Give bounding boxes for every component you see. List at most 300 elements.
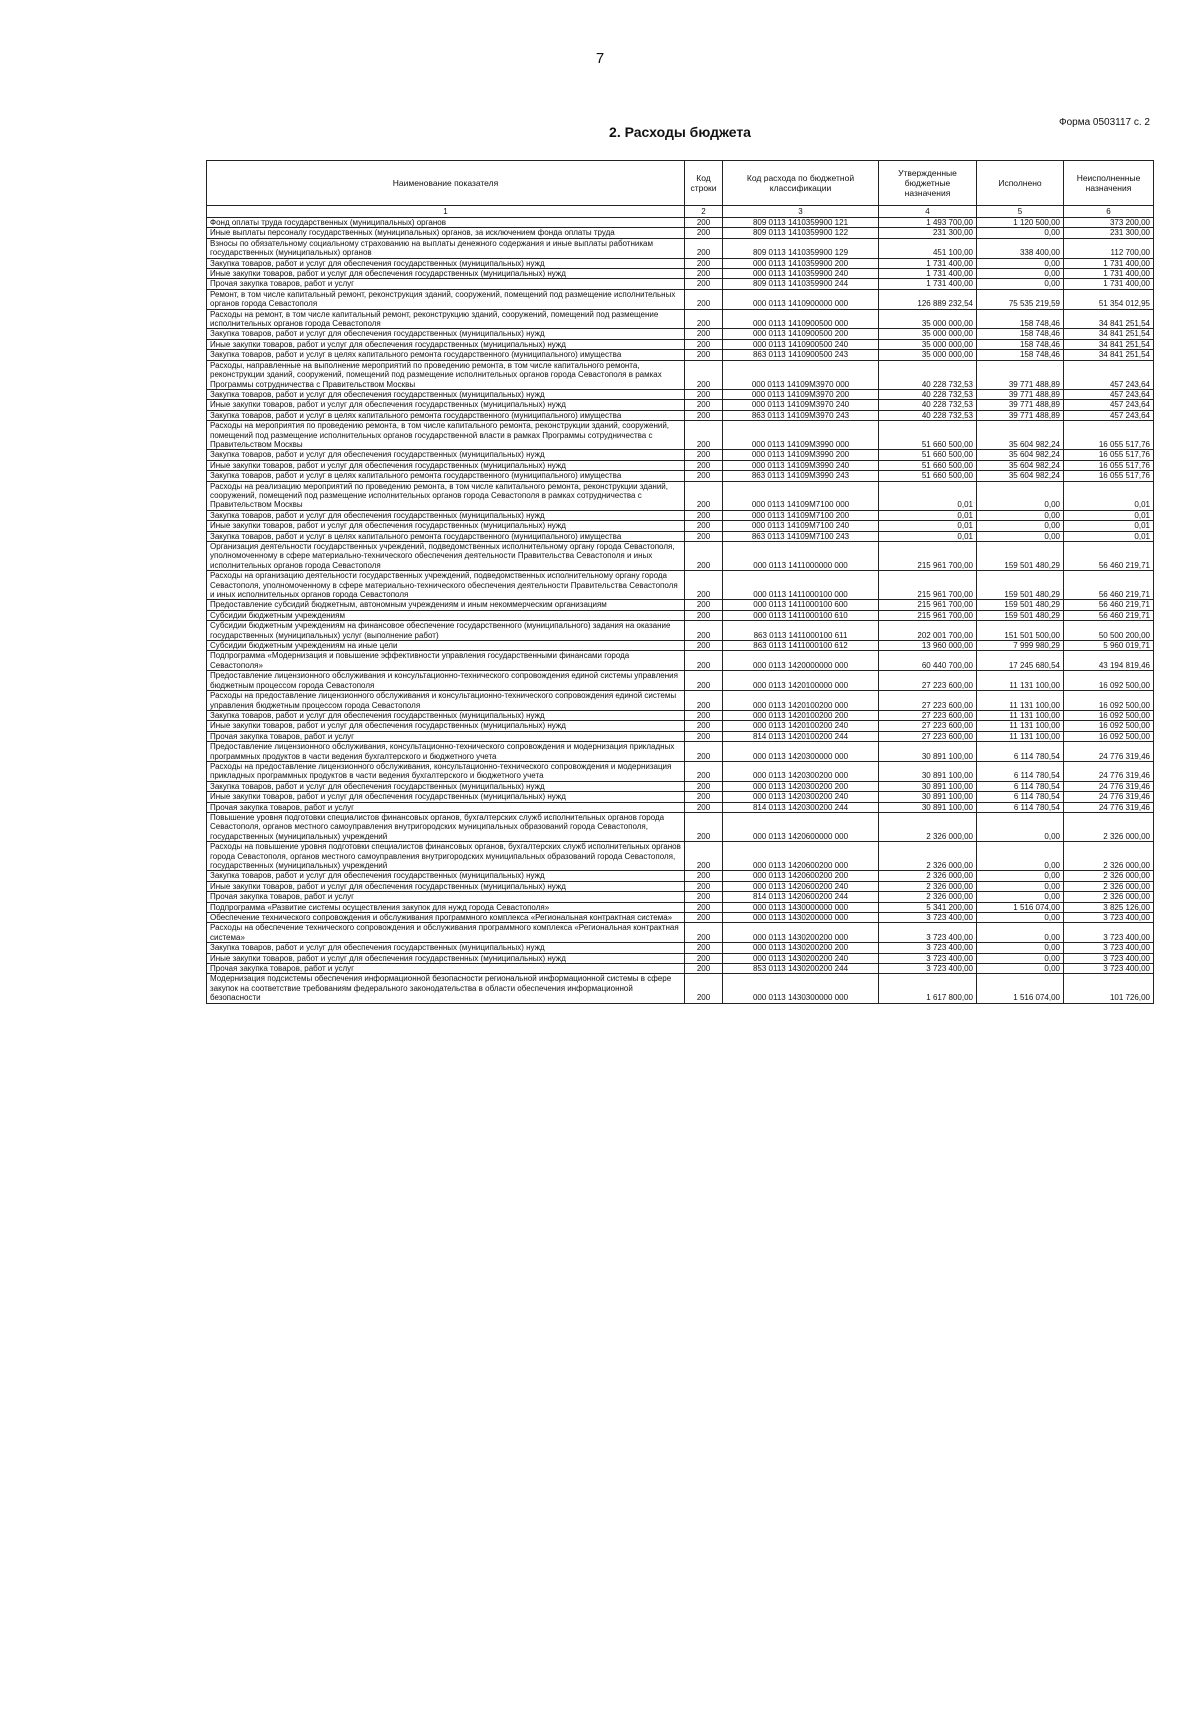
- row-unexecuted: 16 055 517,76: [1064, 471, 1154, 481]
- table-row: [207, 471, 1154, 481]
- table-row: [207, 571, 1154, 600]
- row-name: Прочая закупка товаров, работ и услуг: [207, 802, 685, 812]
- row-name: Прочая закупка товаров, работ и услуг: [207, 964, 685, 974]
- header-row: [207, 161, 1154, 206]
- row-unexecuted: 16 092 500,00: [1064, 671, 1154, 691]
- row-unexecuted: 24 776 319,46: [1064, 802, 1154, 812]
- row-unexecuted: 24 776 319,46: [1064, 781, 1154, 791]
- row-classification-code: 863 0113 1411000100 611: [723, 621, 879, 641]
- row-unexecuted: 3 723 400,00: [1064, 953, 1154, 963]
- row-unexecuted: 43 194 819,46: [1064, 651, 1154, 671]
- row-executed: 0,00: [977, 521, 1064, 531]
- table-row: [207, 228, 1154, 238]
- row-approved: 451 100,00: [879, 238, 977, 258]
- row-name: Закупка товаров, работ и услуг для обеспечения государственных (муниципальных) нужд: [207, 329, 685, 339]
- row-name: Расходы на мероприятия по проведению ремонта, в том числе капитального ремонта, реконструкции зданий, сооружений, помещений под размещение исполнительных органов государственной власти в рамках Программы сотрудничества с Правительством Москвы: [207, 421, 685, 450]
- row-classification-code: 000 0113 1420300200 240: [723, 792, 879, 802]
- row-classification-code: 809 0113 1410359900 129: [723, 238, 879, 258]
- row-executed: 0,00: [977, 812, 1064, 841]
- row-executed: 0,00: [977, 871, 1064, 881]
- row-name: Закупка товаров, работ и услуг для обеспечения государственных (муниципальных) нужд: [207, 710, 685, 720]
- table-row: [207, 671, 1154, 691]
- table-row: [207, 761, 1154, 781]
- row-classification-code: 000 0113 1420100000 000: [723, 671, 879, 691]
- column-number: 1: [207, 206, 685, 218]
- row-unexecuted: 56 460 219,71: [1064, 571, 1154, 600]
- row-unexecuted: 1 731 400,00: [1064, 279, 1154, 289]
- row-executed: 0,00: [977, 964, 1064, 974]
- row-classification-code: 814 0113 1420300200 244: [723, 802, 879, 812]
- table-row: [207, 238, 1154, 258]
- row-approved: 2 326 000,00: [879, 871, 977, 881]
- row-executed: 0,00: [977, 279, 1064, 289]
- row-name: Закупка товаров, работ и услуг для обеспечения государственных (муниципальных) нужд: [207, 389, 685, 399]
- row-name: Иные закупки товаров, работ и услуг для обеспечения государственных (муниципальных) нужд: [207, 460, 685, 470]
- row-classification-code: 863 0113 1411000100 612: [723, 641, 879, 651]
- row-executed: 338 400,00: [977, 238, 1064, 258]
- budget-expenses-table: [206, 160, 1154, 1004]
- row-classification-code: 000 0113 14109М3970 000: [723, 360, 879, 389]
- row-line-code: 200: [685, 238, 723, 258]
- column-header-unexecuted: Неисполненные назначения: [1064, 161, 1154, 206]
- row-classification-code: 000 0113 1411000100 600: [723, 600, 879, 610]
- row-line-code: 200: [685, 279, 723, 289]
- row-unexecuted: 16 055 517,76: [1064, 460, 1154, 470]
- row-classification-code: 000 0113 1420600200 240: [723, 881, 879, 891]
- row-approved: 51 660 500,00: [879, 460, 977, 470]
- row-executed: 0,00: [977, 913, 1064, 923]
- row-approved: 3 723 400,00: [879, 923, 977, 943]
- row-unexecuted: 16 055 517,76: [1064, 450, 1154, 460]
- column-number-row: [207, 206, 1154, 218]
- row-name: Расходы на повышение уровня подготовки специалистов финансовых органов, бухгалтерских служб исполнительных органов города Севастополя, органов местного самоуправления внутригородских муниципальных образований города Севастополя, государственных (муниципальных) учреждений: [207, 842, 685, 871]
- table-row: [207, 279, 1154, 289]
- row-classification-code: 000 0113 1430300000 000: [723, 974, 879, 1003]
- row-name: Иные закупки товаров, работ и услуг для обеспечения государственных (муниципальных) нужд: [207, 269, 685, 279]
- row-name: Расходы на реализацию мероприятий по проведению ремонта, в том числе капитального ремонта, реконструкции зданий, сооружений, помещений под размещение исполнительных органов города Севастополя в рамках сотрудничества с Правительством Москвы: [207, 481, 685, 510]
- row-approved: 30 891 100,00: [879, 802, 977, 812]
- row-name: Субсидии бюджетным учреждениям на иные цели: [207, 641, 685, 651]
- row-classification-code: 000 0113 1420000000 000: [723, 651, 879, 671]
- table-row: [207, 360, 1154, 389]
- row-approved: 30 891 100,00: [879, 761, 977, 781]
- row-name: Закупка товаров, работ и услуг для обеспечения государственных (муниципальных) нужд: [207, 450, 685, 460]
- row-approved: 40 228 732,53: [879, 410, 977, 420]
- row-approved: 27 223 600,00: [879, 721, 977, 731]
- row-unexecuted: 24 776 319,46: [1064, 742, 1154, 762]
- row-line-code: 200: [685, 421, 723, 450]
- row-classification-code: 814 0113 1420600200 244: [723, 892, 879, 902]
- row-executed: 6 114 780,54: [977, 781, 1064, 791]
- row-executed: 1 120 500,00: [977, 218, 1064, 228]
- row-classification-code: 000 0113 14109М7100 240: [723, 521, 879, 531]
- row-classification-code: 000 0113 1420600200 000: [723, 842, 879, 871]
- row-classification-code: 853 0113 1430200200 244: [723, 964, 879, 974]
- row-line-code: 200: [685, 329, 723, 339]
- row-approved: 40 228 732,53: [879, 400, 977, 410]
- row-executed: 159 501 480,29: [977, 542, 1064, 571]
- row-name: Закупка товаров, работ и услуг для обеспечения государственных (муниципальных) нужд: [207, 258, 685, 268]
- row-approved: 3 723 400,00: [879, 913, 977, 923]
- row-classification-code: 000 0113 14109М7100 200: [723, 510, 879, 520]
- row-executed: 0,00: [977, 269, 1064, 279]
- table-row: [207, 600, 1154, 610]
- row-approved: 1 731 400,00: [879, 269, 977, 279]
- row-line-code: 200: [685, 218, 723, 228]
- table-row: [207, 651, 1154, 671]
- row-classification-code: 000 0113 1430200200 200: [723, 943, 879, 953]
- row-classification-code: 000 0113 1410900500 200: [723, 329, 879, 339]
- row-classification-code: 000 0113 1420300200 000: [723, 761, 879, 781]
- row-name: Предоставление субсидий бюджетным, автономным учреждениям и иным некоммерческим организациям: [207, 600, 685, 610]
- row-approved: 215 961 700,00: [879, 542, 977, 571]
- row-name: Иные закупки товаров, работ и услуг для обеспечения государственных (муниципальных) нужд: [207, 521, 685, 531]
- row-executed: 39 771 488,89: [977, 389, 1064, 399]
- row-classification-code: 000 0113 14109М3970 240: [723, 400, 879, 410]
- row-line-code: 200: [685, 531, 723, 541]
- table-row: [207, 781, 1154, 791]
- table-row: [207, 691, 1154, 711]
- table-row: [207, 953, 1154, 963]
- row-unexecuted: 0,01: [1064, 481, 1154, 510]
- row-executed: 39 771 488,89: [977, 400, 1064, 410]
- row-line-code: 200: [685, 871, 723, 881]
- row-name: Предоставление лицензионного обслуживания, консультационно-технического сопровождения и модернизация прикладных программных продуктов в части ведения бухгалтерского и бюджетного учета: [207, 742, 685, 762]
- row-line-code: 200: [685, 671, 723, 691]
- table-row: [207, 289, 1154, 309]
- row-executed: 0,00: [977, 531, 1064, 541]
- row-approved: 2 326 000,00: [879, 892, 977, 902]
- table-row: [207, 902, 1154, 912]
- table-row: [207, 881, 1154, 891]
- row-approved: 1 731 400,00: [879, 258, 977, 268]
- row-name: Прочая закупка товаров, работ и услуг: [207, 279, 685, 289]
- row-executed: 158 748,46: [977, 350, 1064, 360]
- row-executed: 158 748,46: [977, 329, 1064, 339]
- row-approved: 0,01: [879, 531, 977, 541]
- row-executed: 158 748,46: [977, 309, 1064, 329]
- row-unexecuted: 34 841 251,54: [1064, 329, 1154, 339]
- row-classification-code: 000 0113 1420300000 000: [723, 742, 879, 762]
- table-row: [207, 792, 1154, 802]
- row-name: Закупка товаров, работ и услуг для обеспечения государственных (муниципальных) нужд: [207, 510, 685, 520]
- row-line-code: 200: [685, 641, 723, 651]
- row-executed: 0,00: [977, 943, 1064, 953]
- row-classification-code: 000 0113 14109М3970 200: [723, 389, 879, 399]
- row-name: Расходы, направленные на выполнение мероприятий по проведению ремонта, в том числе капитального ремонта, реконструкции зданий, сооружений, помещений под размещение исполнительных органов города Севастополя в рамках Программы сотрудничества с Правительством Москвы: [207, 360, 685, 389]
- row-executed: 11 131 100,00: [977, 721, 1064, 731]
- row-unexecuted: 16 092 500,00: [1064, 731, 1154, 741]
- row-unexecuted: 16 092 500,00: [1064, 710, 1154, 720]
- table-row: [207, 481, 1154, 510]
- row-executed: 159 501 480,29: [977, 600, 1064, 610]
- row-unexecuted: 457 243,64: [1064, 410, 1154, 420]
- row-classification-code: 000 0113 1430200000 000: [723, 913, 879, 923]
- row-executed: 39 771 488,89: [977, 410, 1064, 420]
- row-unexecuted: 1 731 400,00: [1064, 269, 1154, 279]
- table-row: [207, 400, 1154, 410]
- row-classification-code: 000 0113 1410900500 000: [723, 309, 879, 329]
- table-row: [207, 521, 1154, 531]
- row-name: Иные закупки товаров, работ и услуг для обеспечения государственных (муниципальных) нужд: [207, 400, 685, 410]
- row-executed: 0,00: [977, 881, 1064, 891]
- table-row: [207, 974, 1154, 1003]
- row-classification-code: 000 0113 14109М7100 000: [723, 481, 879, 510]
- row-line-code: 200: [685, 761, 723, 781]
- row-line-code: 200: [685, 481, 723, 510]
- row-line-code: 200: [685, 842, 723, 871]
- row-classification-code: 000 0113 1411000000 000: [723, 542, 879, 571]
- row-line-code: 200: [685, 792, 723, 802]
- row-executed: 1 516 074,00: [977, 974, 1064, 1003]
- row-name: Иные выплаты персоналу государственных (муниципальных) органов, за исключением фонда оплаты труда: [207, 228, 685, 238]
- row-line-code: 200: [685, 360, 723, 389]
- row-line-code: 200: [685, 892, 723, 902]
- row-unexecuted: 16 092 500,00: [1064, 721, 1154, 731]
- row-classification-code: 000 0113 14109М3990 000: [723, 421, 879, 450]
- row-approved: 215 961 700,00: [879, 610, 977, 620]
- table-row: [207, 621, 1154, 641]
- row-executed: 0,00: [977, 842, 1064, 871]
- row-line-code: 200: [685, 450, 723, 460]
- row-approved: 27 223 600,00: [879, 710, 977, 720]
- row-classification-code: 809 0113 1410359900 122: [723, 228, 879, 238]
- table-row: [207, 460, 1154, 470]
- column-header-approved: Утвержденные бюджетные назначения: [879, 161, 977, 206]
- row-executed: 0,00: [977, 510, 1064, 520]
- table-row: [207, 802, 1154, 812]
- row-name: Расходы на предоставление лицензионного обслуживания, консультационно-технического сопровождения и модернизация прикладных программных продуктов в части ведения бухгалтерского и бюджетного учета: [207, 761, 685, 781]
- row-executed: 0,00: [977, 953, 1064, 963]
- row-line-code: 200: [685, 289, 723, 309]
- row-executed: 6 114 780,54: [977, 742, 1064, 762]
- row-unexecuted: 2 326 000,00: [1064, 881, 1154, 891]
- table-row: [207, 871, 1154, 881]
- row-line-code: 200: [685, 571, 723, 600]
- row-classification-code: 863 0113 1410900500 243: [723, 350, 879, 360]
- row-approved: 30 891 100,00: [879, 792, 977, 802]
- row-name: Организация деятельности государственных учреждений, подведомственных исполнительному органу города Севастополя, уполномоченному в сфере материально-технического обеспечения деятельности Правительства Севастополя и иных исполнительных органов города Севастополя: [207, 542, 685, 571]
- table-row: [207, 842, 1154, 871]
- row-classification-code: 000 0113 1410359900 240: [723, 269, 879, 279]
- row-classification-code: 000 0113 1420100200 200: [723, 710, 879, 720]
- row-unexecuted: 2 326 000,00: [1064, 892, 1154, 902]
- row-executed: 11 131 100,00: [977, 671, 1064, 691]
- row-approved: 0,01: [879, 510, 977, 520]
- row-executed: 0,00: [977, 481, 1064, 510]
- row-classification-code: 000 0113 1410900000 000: [723, 289, 879, 309]
- row-name: Иные закупки товаров, работ и услуг для обеспечения государственных (муниципальных) нужд: [207, 881, 685, 891]
- row-approved: 1 731 400,00: [879, 279, 977, 289]
- row-approved: 51 660 500,00: [879, 421, 977, 450]
- row-executed: 1 516 074,00: [977, 902, 1064, 912]
- row-classification-code: 000 0113 1430200200 000: [723, 923, 879, 943]
- table-row: [207, 641, 1154, 651]
- row-line-code: 200: [685, 389, 723, 399]
- row-unexecuted: 3 825 126,00: [1064, 902, 1154, 912]
- row-line-code: 200: [685, 610, 723, 620]
- row-classification-code: 000 0113 1420600200 200: [723, 871, 879, 881]
- table-row: [207, 329, 1154, 339]
- row-classification-code: 000 0113 1420100200 240: [723, 721, 879, 731]
- row-line-code: 200: [685, 651, 723, 671]
- budget-expenses-table-container: [206, 160, 1153, 1004]
- row-line-code: 200: [685, 812, 723, 841]
- table-row: [207, 721, 1154, 731]
- row-approved: 60 440 700,00: [879, 651, 977, 671]
- row-line-code: 200: [685, 600, 723, 610]
- row-name: Иные закупки товаров, работ и услуг для обеспечения государственных (муниципальных) нужд: [207, 339, 685, 349]
- row-name: Закупка товаров, работ и услуг в целях капитального ремонта государственного (муниципального) имущества: [207, 531, 685, 541]
- row-executed: 35 604 982,24: [977, 471, 1064, 481]
- row-unexecuted: 101 726,00: [1064, 974, 1154, 1003]
- row-classification-code: 000 0113 1411000100 000: [723, 571, 879, 600]
- row-line-code: 200: [685, 309, 723, 329]
- row-executed: 0,00: [977, 258, 1064, 268]
- row-approved: 0,01: [879, 481, 977, 510]
- row-approved: 2 326 000,00: [879, 881, 977, 891]
- row-approved: 30 891 100,00: [879, 781, 977, 791]
- row-executed: 35 604 982,24: [977, 450, 1064, 460]
- row-executed: 75 535 219,59: [977, 289, 1064, 309]
- row-executed: 11 131 100,00: [977, 710, 1064, 720]
- table-row: [207, 389, 1154, 399]
- row-unexecuted: 51 354 012,95: [1064, 289, 1154, 309]
- column-number: 5: [977, 206, 1064, 218]
- row-line-code: 200: [685, 339, 723, 349]
- row-classification-code: 000 0113 1420300200 200: [723, 781, 879, 791]
- row-name: Иные закупки товаров, работ и услуг для обеспечения государственных (муниципальных) нужд: [207, 953, 685, 963]
- row-line-code: 200: [685, 881, 723, 891]
- row-approved: 30 891 100,00: [879, 742, 977, 762]
- table-row: [207, 943, 1154, 953]
- row-classification-code: 000 0113 14109М3990 200: [723, 450, 879, 460]
- table-row: [207, 812, 1154, 841]
- row-unexecuted: 2 326 000,00: [1064, 871, 1154, 881]
- row-executed: 7 999 980,29: [977, 641, 1064, 651]
- row-approved: 3 723 400,00: [879, 964, 977, 974]
- row-approved: 215 961 700,00: [879, 571, 977, 600]
- row-line-code: 200: [685, 542, 723, 571]
- row-approved: 27 223 600,00: [879, 731, 977, 741]
- row-name: Субсидии бюджетным учреждениям на финансовое обеспечение государственного (муниципального) задания на оказание государственных (муниципальных) услуг (выполнение работ): [207, 621, 685, 641]
- row-name: Модернизация подсистемы обеспечения информационной безопасности региональной информационной системы в сфере закупок на соответствие требованиям федерального законодательства в области обеспечения информационной безопасности: [207, 974, 685, 1003]
- row-classification-code: 000 0113 1411000100 610: [723, 610, 879, 620]
- column-number: 2: [685, 206, 723, 218]
- row-approved: 2 326 000,00: [879, 812, 977, 841]
- row-classification-code: 863 0113 14109М3970 243: [723, 410, 879, 420]
- table-row: [207, 542, 1154, 571]
- row-name: Закупка товаров, работ и услуг для обеспечения государственных (муниципальных) нужд: [207, 943, 685, 953]
- row-name: Взносы по обязательному социальному страхованию на выплаты денежного содержания и иные выплаты работникам государственных (муниципальных) органов: [207, 238, 685, 258]
- table-row: [207, 421, 1154, 450]
- row-approved: 51 660 500,00: [879, 450, 977, 460]
- row-executed: 0,00: [977, 228, 1064, 238]
- row-line-code: 200: [685, 471, 723, 481]
- row-unexecuted: 0,01: [1064, 521, 1154, 531]
- row-name: Иные закупки товаров, работ и услуг для обеспечения государственных (муниципальных) нужд: [207, 721, 685, 731]
- row-approved: 35 000 000,00: [879, 309, 977, 329]
- row-approved: 1 617 800,00: [879, 974, 977, 1003]
- row-line-code: 200: [685, 923, 723, 943]
- row-executed: 0,00: [977, 923, 1064, 943]
- row-name: Подпрограмма «Развитие системы осуществления закупок для нужд города Севастополя»: [207, 902, 685, 912]
- page-title: 2. Расходы бюджета: [609, 124, 751, 140]
- row-unexecuted: 1 731 400,00: [1064, 258, 1154, 268]
- row-approved: 40 228 732,53: [879, 360, 977, 389]
- row-approved: 126 889 232,54: [879, 289, 977, 309]
- row-executed: 6 114 780,54: [977, 761, 1064, 781]
- row-line-code: 200: [685, 913, 723, 923]
- row-name: Предоставление лицензионного обслуживания и консультационно-технического сопровождения единой системы управления бюджетным процессом города Севастополя: [207, 671, 685, 691]
- row-executed: 158 748,46: [977, 339, 1064, 349]
- row-name: Фонд оплаты труда государственных (муниципальных) органов: [207, 218, 685, 228]
- row-unexecuted: 3 723 400,00: [1064, 913, 1154, 923]
- row-name: Расходы на организацию деятельности государственных учреждений, подведомственных исполнительному органу города Севастополя, уполномоченному в сфере материально-технического обеспечения деятельности Правительства Севастополя и иных исполнительных органов города Севастополя: [207, 571, 685, 600]
- table-row: [207, 258, 1154, 268]
- row-line-code: 200: [685, 691, 723, 711]
- column-number: 4: [879, 206, 977, 218]
- row-line-code: 200: [685, 460, 723, 470]
- row-line-code: 200: [685, 228, 723, 238]
- row-executed: 0,00: [977, 892, 1064, 902]
- row-line-code: 200: [685, 731, 723, 741]
- row-unexecuted: 457 243,64: [1064, 400, 1154, 410]
- row-line-code: 200: [685, 400, 723, 410]
- row-unexecuted: 3 723 400,00: [1064, 964, 1154, 974]
- row-unexecuted: 2 326 000,00: [1064, 842, 1154, 871]
- table-row: [207, 610, 1154, 620]
- row-unexecuted: 0,01: [1064, 531, 1154, 541]
- row-line-code: 200: [685, 721, 723, 731]
- column-header-line-code: Код строки: [685, 161, 723, 206]
- row-line-code: 200: [685, 964, 723, 974]
- table-row: [207, 531, 1154, 541]
- table-row: [207, 731, 1154, 741]
- row-unexecuted: 34 841 251,54: [1064, 309, 1154, 329]
- column-number: 3: [723, 206, 879, 218]
- row-executed: 159 501 480,29: [977, 610, 1064, 620]
- row-line-code: 200: [685, 710, 723, 720]
- column-header-name: Наименование показателя: [207, 161, 685, 206]
- row-classification-code: 814 0113 1420100200 244: [723, 731, 879, 741]
- row-approved: 27 223 600,00: [879, 691, 977, 711]
- table-row: [207, 410, 1154, 420]
- table-row: [207, 339, 1154, 349]
- form-code: Форма 0503117 с. 2: [1058, 117, 1150, 128]
- row-approved: 2 326 000,00: [879, 842, 977, 871]
- row-name: Закупка товаров, работ и услуг для обеспечения государственных (муниципальных) нужд: [207, 871, 685, 881]
- table-row: [207, 964, 1154, 974]
- row-name: Прочая закупка товаров, работ и услуг: [207, 892, 685, 902]
- row-line-code: 200: [685, 943, 723, 953]
- row-unexecuted: 34 841 251,54: [1064, 339, 1154, 349]
- row-name: Подпрограмма «Модернизация и повышение эффективности управления государственными финансами города Севастополя»: [207, 651, 685, 671]
- row-unexecuted: 457 243,64: [1064, 389, 1154, 399]
- table-row: [207, 218, 1154, 228]
- row-unexecuted: 24 776 319,46: [1064, 792, 1154, 802]
- row-executed: 39 771 488,89: [977, 360, 1064, 389]
- row-line-code: 200: [685, 258, 723, 268]
- row-line-code: 200: [685, 350, 723, 360]
- row-approved: 35 000 000,00: [879, 339, 977, 349]
- row-line-code: 200: [685, 269, 723, 279]
- row-line-code: 200: [685, 974, 723, 1003]
- row-classification-code: 863 0113 14109М3990 243: [723, 471, 879, 481]
- row-name: Субсидии бюджетным учреждениям: [207, 610, 685, 620]
- row-unexecuted: 3 723 400,00: [1064, 923, 1154, 943]
- table-row: [207, 913, 1154, 923]
